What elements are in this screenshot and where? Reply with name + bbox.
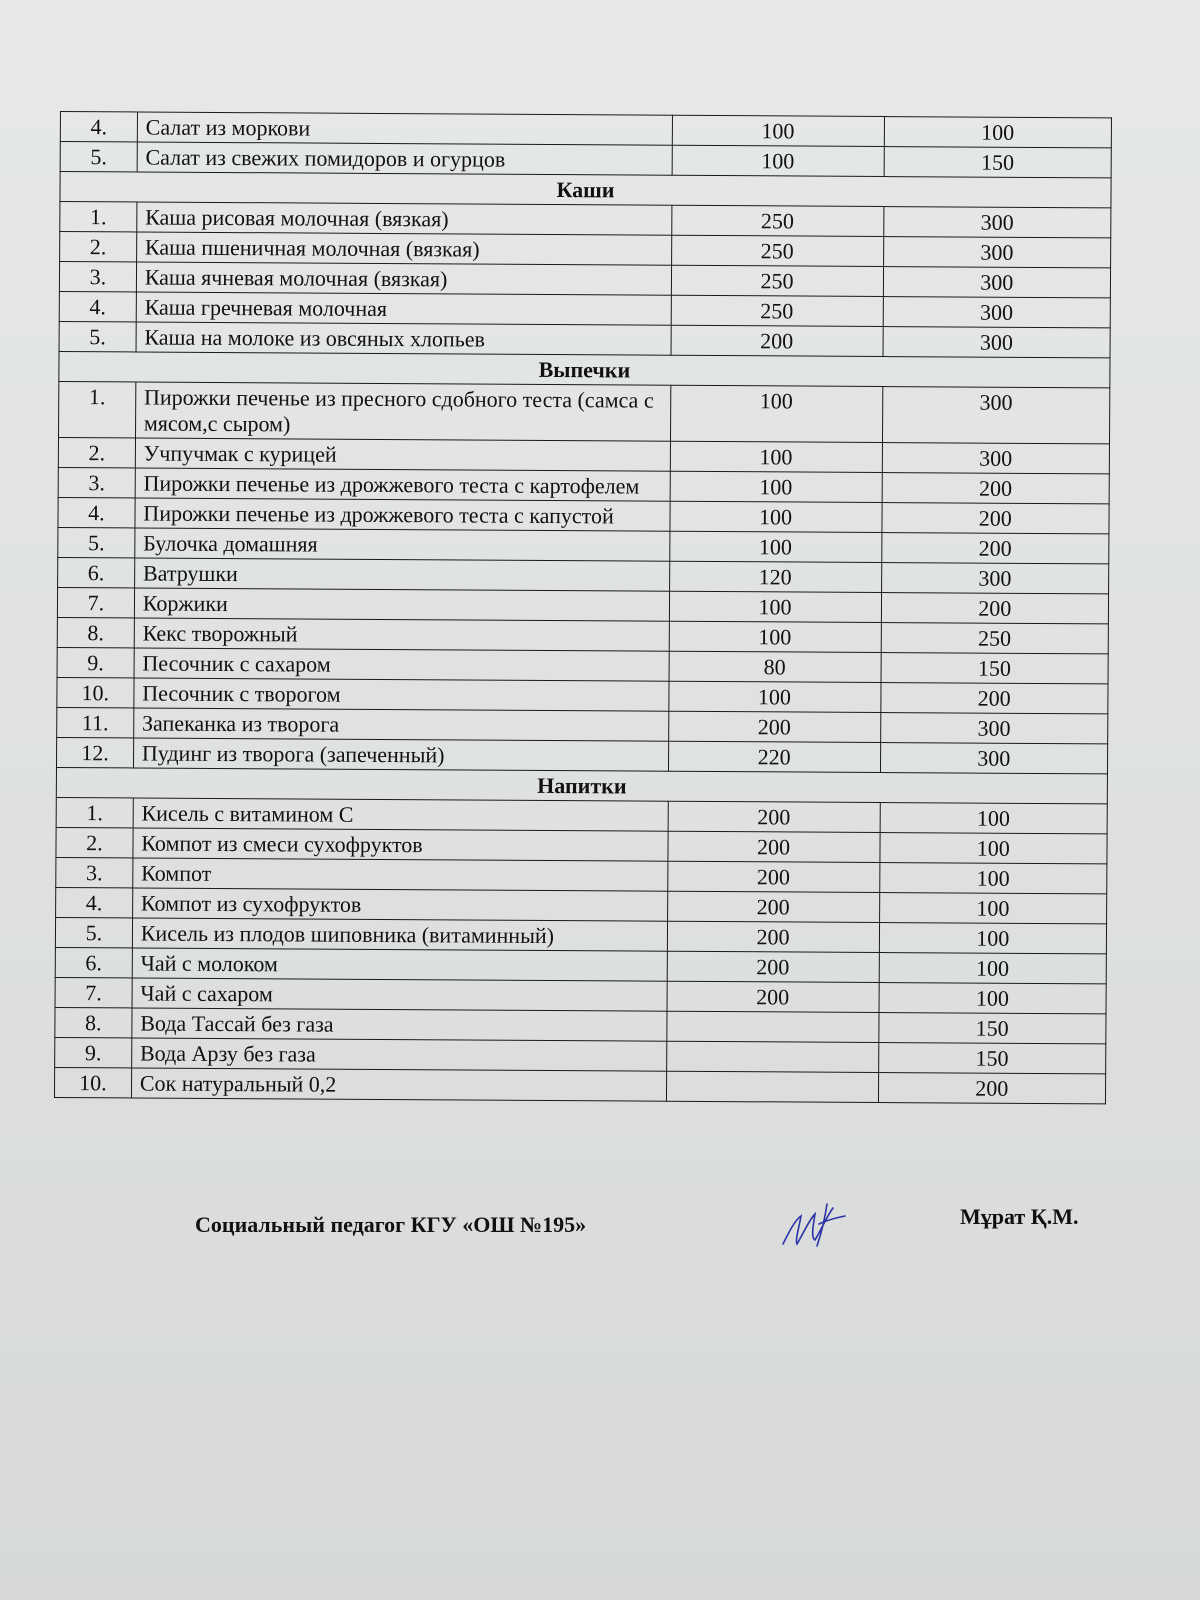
row-number: 1. — [56, 797, 133, 827]
item-name: Кекс творожный — [134, 618, 669, 651]
value-col-2: 200 — [881, 533, 1109, 564]
value-col-1 — [666, 1011, 878, 1042]
item-name: Чай с молоком — [132, 948, 667, 981]
row-number: 1. — [59, 381, 136, 437]
item-name: Пирожки печенье из дрожжевого теста с капустой — [135, 498, 670, 531]
item-name: Компот — [133, 858, 668, 891]
value-col-2: 150 — [878, 1043, 1106, 1074]
value-col-1: 100 — [669, 621, 881, 652]
value-col-2: 100 — [879, 833, 1107, 864]
value-col-1 — [666, 1071, 878, 1102]
row-number: 4. — [60, 112, 137, 142]
row-number: 6. — [58, 557, 135, 587]
item-name: Пирожки печенье из дрожжевого теста с картофелем — [135, 468, 670, 501]
value-col-1: 250 — [671, 235, 883, 266]
menu-table — [54, 111, 1112, 1104]
item-name: Запеканка из творога — [133, 708, 668, 741]
item-name: Вода Арзу без газа — [131, 1038, 666, 1071]
item-name: Пудинг из творога (запеченный) — [133, 738, 668, 771]
section-title: Выпечки — [59, 351, 1110, 387]
item-name: Вода Тассай без газа — [132, 1008, 667, 1041]
row-number: 5. — [55, 917, 132, 947]
item-name: Учпучмак с курицей — [135, 438, 670, 471]
value-col-1: 200 — [668, 801, 880, 832]
row-number: 9. — [55, 1037, 132, 1067]
item-name: Каша на молоке из овсяных хлопьев — [136, 322, 671, 355]
value-col-2: 100 — [879, 953, 1107, 984]
table-row — [59, 381, 1110, 443]
item-name: Салат из моркови — [137, 112, 672, 145]
value-col-2: 300 — [882, 387, 1110, 444]
item-name: Песочник с творогом — [134, 678, 669, 711]
item-name: Коржики — [134, 588, 669, 621]
value-col-1: 100 — [668, 681, 880, 712]
item-name: Каша гречневая молочная — [136, 292, 671, 325]
item-name: Компот из сухофруктов — [132, 888, 667, 921]
row-number: 7. — [55, 977, 132, 1007]
value-col-1: 100 — [669, 531, 881, 562]
value-col-2: 300 — [883, 207, 1111, 238]
row-number: 4. — [56, 887, 133, 917]
value-col-2: 200 — [878, 1073, 1106, 1104]
value-col-1: 200 — [667, 861, 879, 892]
row-number: 8. — [57, 617, 134, 647]
value-col-1: 250 — [671, 205, 883, 236]
value-col-2: 300 — [883, 267, 1111, 298]
value-col-2: 200 — [880, 683, 1108, 714]
value-col-2: 300 — [883, 237, 1111, 268]
menu-table-body — [54, 112, 1111, 1104]
signer-position: Социальный педагог КГУ «ОШ №195» — [195, 1212, 587, 1237]
value-col-1: 100 — [672, 115, 884, 146]
value-col-2: 300 — [881, 563, 1109, 594]
value-col-1: 100 — [670, 441, 882, 472]
row-number: 3. — [58, 467, 135, 497]
item-name: Каша рисовая молочная (вязкая) — [137, 202, 672, 235]
value-col-1: 220 — [668, 741, 880, 772]
value-col-2: 100 — [880, 803, 1108, 834]
value-col-2: 100 — [884, 117, 1112, 148]
value-col-1: 200 — [668, 711, 880, 742]
section-title: Каши — [60, 172, 1111, 208]
value-col-1: 100 — [670, 385, 882, 442]
value-col-1: 100 — [670, 471, 882, 502]
signature-block — [195, 1206, 1095, 1266]
item-name: Каша ячневая молочная (вязкая) — [136, 262, 671, 295]
value-col-2: 150 — [878, 1013, 1106, 1044]
value-col-1: 200 — [667, 951, 879, 982]
value-col-2: 100 — [879, 893, 1107, 924]
table-row — [54, 1067, 1105, 1103]
value-col-2: 250 — [881, 623, 1109, 654]
row-number: 4. — [59, 291, 136, 321]
row-number: 10. — [57, 677, 134, 707]
value-col-1: 250 — [671, 265, 883, 296]
value-col-2: 100 — [879, 923, 1107, 954]
value-col-1: 200 — [667, 891, 879, 922]
value-col-2: 200 — [882, 473, 1110, 504]
signer-name: Мұрат Қ.М. — [960, 1204, 1079, 1229]
row-number: 3. — [59, 262, 136, 292]
value-col-2: 300 — [883, 297, 1111, 328]
item-name: Пирожки печенье из пресного сдобного теста (самса с мясом,с сыром) — [135, 382, 670, 441]
item-name: Ватрушки — [134, 558, 669, 591]
row-number: 12. — [56, 737, 133, 767]
item-name: Кисель из плодов шиповника (витаминный) — [132, 918, 667, 951]
value-col-1: 250 — [671, 295, 883, 326]
row-number: 3. — [56, 857, 133, 887]
row-number: 8. — [55, 1007, 132, 1037]
value-col-1: 200 — [667, 921, 879, 952]
value-col-2: 200 — [881, 593, 1109, 624]
value-col-1: 100 — [669, 591, 881, 622]
value-col-1: 120 — [669, 561, 881, 592]
row-number: 6. — [55, 947, 132, 977]
item-name: Каша пшеничная молочная (вязкая) — [136, 232, 671, 265]
value-col-2: 150 — [884, 147, 1112, 178]
value-col-1 — [666, 1041, 878, 1072]
row-number: 1. — [60, 202, 137, 232]
value-col-2: 100 — [879, 983, 1107, 1014]
item-name: Салат из свежих помидоров и огурцов — [137, 142, 672, 175]
row-number: 2. — [60, 232, 137, 262]
row-number: 7. — [57, 587, 134, 617]
row-number: 5. — [58, 527, 135, 557]
value-col-1: 80 — [669, 651, 881, 682]
section-title: Напитки — [56, 767, 1107, 803]
row-number: 10. — [54, 1067, 131, 1097]
value-col-1: 200 — [671, 325, 883, 356]
value-col-2: 300 — [882, 443, 1110, 474]
item-name: Кисель с витамином С — [133, 798, 668, 831]
row-number: 4. — [58, 497, 135, 527]
value-col-1: 100 — [669, 501, 881, 532]
handwritten-signature — [775, 1194, 855, 1254]
row-number: 11. — [57, 707, 134, 737]
value-col-2: 300 — [880, 743, 1108, 774]
value-col-2: 200 — [882, 503, 1110, 534]
value-col-2: 100 — [879, 863, 1107, 894]
row-number: 2. — [58, 437, 135, 467]
value-col-1: 200 — [667, 981, 879, 1012]
item-name: Булочка домашняя — [135, 528, 670, 561]
row-number: 9. — [57, 647, 134, 677]
row-number: 5. — [59, 321, 136, 351]
value-col-1: 100 — [672, 145, 884, 176]
item-name: Сок натуральный 0,2 — [131, 1068, 666, 1101]
item-name: Компот из смеси сухофруктов — [133, 828, 668, 861]
row-number: 2. — [56, 827, 133, 857]
row-number: 5. — [60, 142, 137, 172]
item-name: Песочник с сахаром — [134, 648, 669, 681]
value-col-2: 150 — [881, 653, 1109, 684]
value-col-1: 200 — [667, 831, 879, 862]
value-col-2: 300 — [880, 713, 1108, 744]
value-col-2: 300 — [883, 327, 1111, 358]
item-name: Чай с сахаром — [132, 978, 667, 1011]
